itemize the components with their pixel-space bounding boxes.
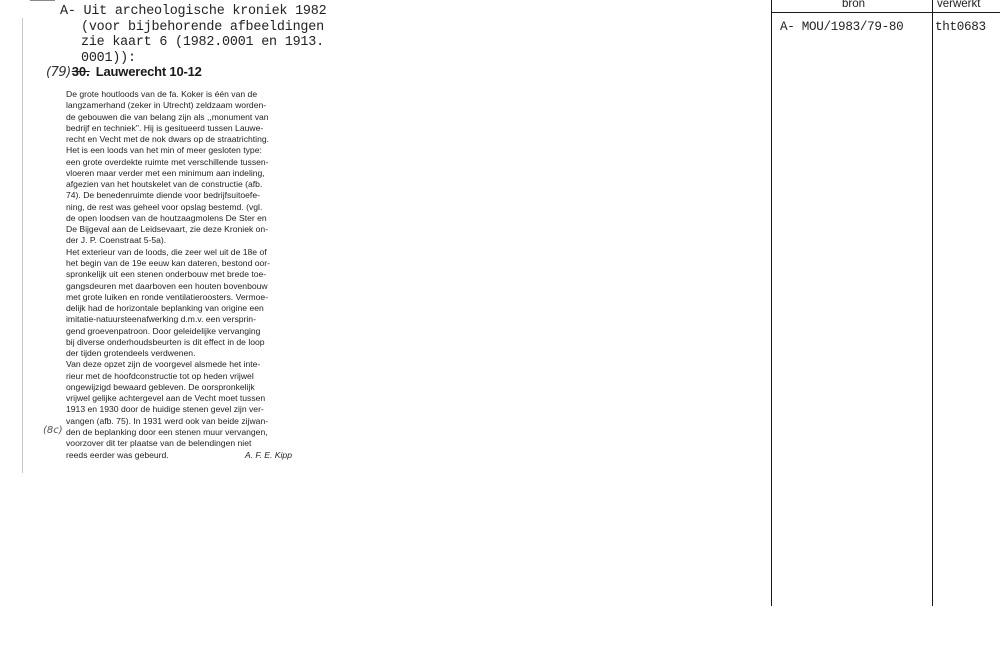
header-line-1: A- Uit archeologische kroniek 1982 xyxy=(60,4,327,19)
body-line: Van deze opzet zijn de voorgevel alsmede het inte- xyxy=(66,359,261,370)
header-line-2: (voor bijbehorende afbeeldingen xyxy=(81,19,324,35)
body-line: vangen (afb. 75). In 1931 werd ook van beide zijwan- xyxy=(66,415,269,426)
body-line: een grote overdekte ruimte met verschillende tussen- xyxy=(66,156,269,167)
table-column-divider xyxy=(932,0,933,606)
body-line: de gebouwen die van belang zijn als ,,monument van xyxy=(66,111,269,122)
body-line: der tijden grotendeels verdwenen. xyxy=(66,348,196,359)
body-line: spronkelijk uit een stenen onderbouw met brede toe- xyxy=(66,269,267,280)
body-line: bij diverse onderhoudsbeurten is dit effect in de loop xyxy=(66,336,265,347)
body-line: met grote luiken en ronde ventilatieroosters. Vermoe- xyxy=(66,291,269,302)
body-line: recht en Vecht met de nok dwars op de straatrichting. xyxy=(66,134,270,145)
article-author: A. F. E. Kipp xyxy=(244,449,292,460)
header-line-4: 0001)): xyxy=(81,50,136,66)
body-line: voorzover dit ter plaatse van de belendingen niet xyxy=(66,438,252,449)
body-line: imitatie-natuursteenafwerking d.m.v. een versprin- xyxy=(66,314,256,325)
column-header-bron: bron xyxy=(842,0,866,10)
article-title xyxy=(46,64,202,80)
body-line: bedrijf en techniek''. Hij is gesitueerd tussen Lauwe- xyxy=(66,122,264,133)
cell-verwerkt-value: tht0683 xyxy=(935,20,986,34)
scan-artifact-edge xyxy=(22,18,23,473)
cell-bron-value: A- MOU/1983/79-80 xyxy=(780,20,904,34)
body-line: de open loodsen van de houtzaagmolens De Ster en xyxy=(66,212,267,223)
body-line: gangsdeuren met daarboven een houten bovenbouw xyxy=(66,280,268,291)
body-line: 1913 en 1930 door de huidige stenen gevel zijn ver- xyxy=(66,404,264,415)
body-line: der J. P. Coenstraat 5-5a). xyxy=(66,235,167,246)
body-line: rieur met de hoofdconstructie tot op heden vrijwel xyxy=(66,370,254,381)
struck-number: 30. xyxy=(71,64,90,79)
header-line-3: zie kaart 6 (1982.0001 en 1913. xyxy=(81,35,324,50)
body-line: ning, de rest was geheel voor opslag bestemd. (vgl. xyxy=(66,201,263,212)
body-line: langzamerhand (zeker in Utrecht) zeldzaam worden- xyxy=(66,100,267,111)
body-line: afgezien van het houtskelet van de constructie (afb. xyxy=(66,179,263,190)
body-line: Het is een loods van het min of meer gesloten type: xyxy=(66,145,262,156)
source-header xyxy=(60,4,326,66)
body-line: 74). De benedenruimte diende voor bedrijfsuitoefe- xyxy=(66,190,260,201)
body-line: vrijwel gelijke achtergevel aan de Vecht moet tussen xyxy=(66,393,266,404)
title-text: Lauwerecht 10-12 xyxy=(95,64,202,79)
body-line: vloeren maar verder met een minimum aan indeling, xyxy=(66,167,265,178)
body-line: het begin van de 19e eeuw kan dateren, bestond oor- xyxy=(66,257,271,268)
handwritten-margin-note: (8c) xyxy=(43,425,63,436)
article-body xyxy=(66,89,312,461)
scan-artifact-top xyxy=(30,0,55,1)
handwritten-number: (79) xyxy=(46,65,71,80)
body-line: De Bijgeval aan de Leidsevaart, zie deze Kroniek on- xyxy=(66,224,269,235)
body-line: ongewijzigd bewaard gebleven. De oorspronkelijk xyxy=(66,381,255,392)
body-line: delijk had de horizontale beplanking van origine een xyxy=(66,303,264,314)
body-line: den de beplanking door een stenen muur vervangen, xyxy=(66,426,268,437)
signature-row xyxy=(66,450,312,461)
table-border-left xyxy=(771,0,772,606)
body-line: Het exterieur van de loods, die zeer wel uit de 18e of xyxy=(66,246,267,257)
body-line: gend groevenpatroon. Door geleidelijke vervanging xyxy=(66,325,261,336)
table-header-divider xyxy=(771,12,1000,13)
body-line: De grote houtloods van de fa. Koker is één van de xyxy=(66,89,258,99)
body-last-line: reeds eerder was gebeurd. xyxy=(66,449,169,460)
column-header-verwerkt: verwerkt xyxy=(937,0,981,10)
